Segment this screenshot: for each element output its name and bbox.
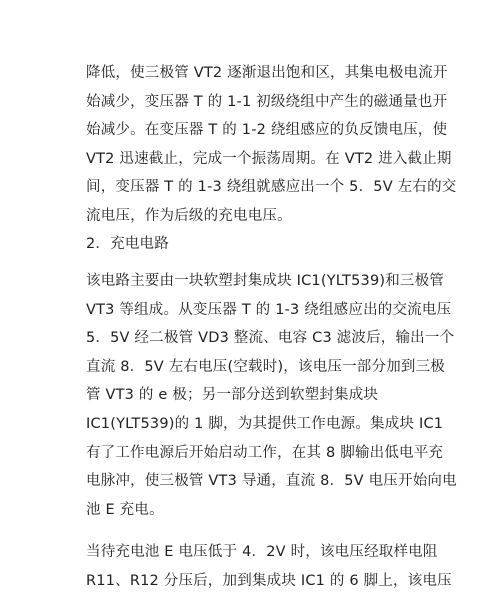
text-line: 直流 8．5V 左右电压(空载时)，该电压一部分加到三极 (86, 358, 446, 375)
text-line: R11、R12 分压后，加到集成块 IC1 的 6 脚上，该电压 (86, 572, 452, 589)
text-line: IC1(YLT539)的 1 脚，为其提供工作电源。集成块 IC1 (86, 415, 444, 432)
text-line: 有了工作电源后开始启动工作，在其 8 脚输出低电平充 (86, 444, 444, 461)
text-line: 降低，使三极管 VT2 逐渐退出饱和区，其集电极电流开 (86, 65, 448, 81)
text-line: VT2 迅速截止，完成一个振荡周期。在 VT2 进入截止期 (86, 150, 452, 167)
text-line: 管 VT3 的 e 极；另一部分送到软塑封集成块 (86, 387, 379, 404)
paragraph-charging-circuit (86, 267, 476, 524)
text-line: 当待充电池 E 电压低于 4．2V 时，该电压经取样电阻 (86, 544, 438, 560)
text-line: VT3 等组成。从变压器 T 的 1-3 绕组感应出的交流电压 (86, 301, 452, 318)
text-line: 电脉冲，使三极管 VT3 导通，直流 8．5V 电压开始向电 (86, 473, 457, 490)
text-line: 流电压，作为后级的充电电压。 (86, 207, 292, 224)
text-line: 该电路主要由一块软塑封集成块 IC1(YLT539)和三极管 (86, 273, 445, 289)
paragraph-voltage-sampling (86, 538, 476, 595)
section-heading-charging-circuit (86, 230, 476, 259)
text-line: 间，变压器 T 的 1-3 绕组就感应出一个 5．5V 左右的交 (86, 179, 457, 196)
paragraph-oscillation (86, 59, 476, 231)
heading-text: 2．充电电路 (86, 236, 169, 252)
text-line: 始减少，变压器 T 的 1-1 初级绕组中产生的磁通量也开 (86, 93, 448, 110)
text-line: 始减少。在变压器 T 的 1-2 绕组感应的负反馈电压，使 (86, 122, 448, 139)
text-line: 池 E 充电。 (86, 501, 164, 518)
text-line: 5．5V 经二极管 VD3 整流、电容 C3 滤波后，输出一个 (86, 330, 455, 347)
